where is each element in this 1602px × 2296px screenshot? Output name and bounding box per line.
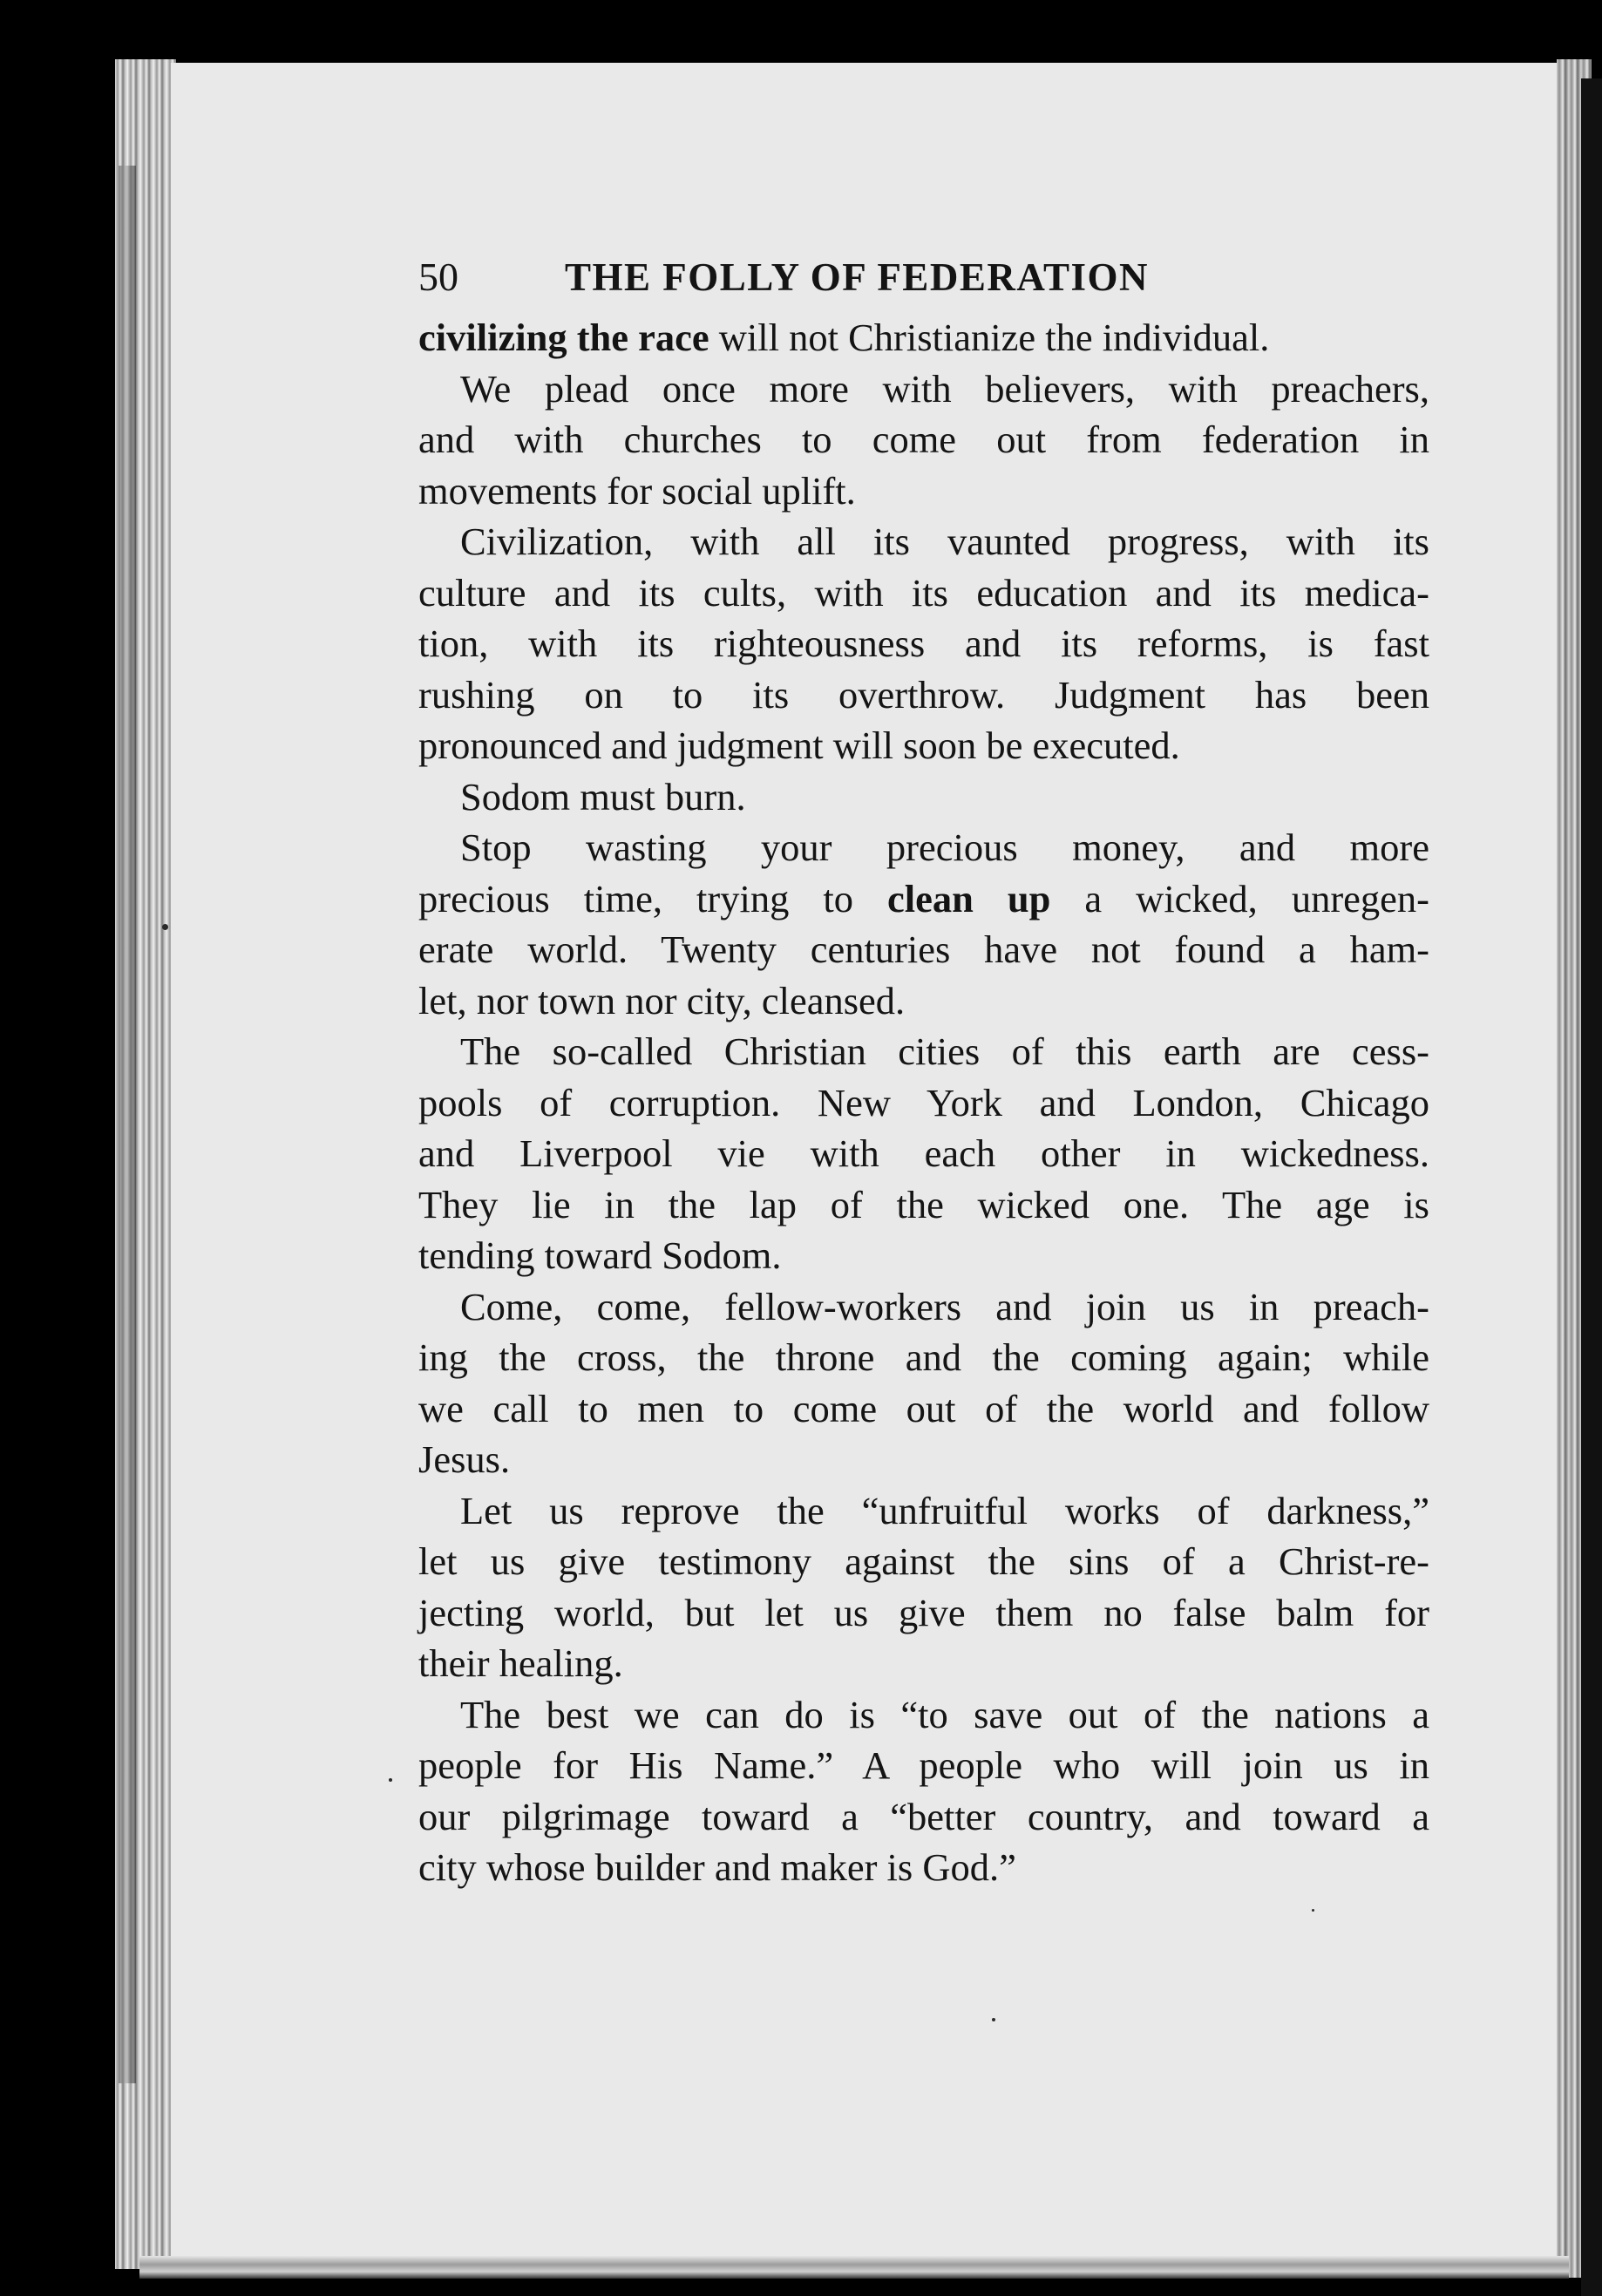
text-run: movements for social uplift. [418,468,856,513]
text-line [418,567,1429,619]
paragraph [418,312,1429,363]
bold-phrase: civilizing the race [418,316,709,359]
binding-shadow [119,166,136,2083]
text-run: culture and its cults, with its education and its medica- [418,570,1429,615]
text-line [418,1638,1429,1689]
text-line [418,1587,1429,1639]
text-run: Jesus. [418,1437,511,1481]
text-line [418,1332,1429,1383]
text-run: Civilization, with all its vaunted progress, with its [460,520,1429,563]
text-run: and with churches to come out from federation in [418,418,1429,461]
text-line [418,1791,1429,1843]
scan-border [1581,78,1602,2296]
paragraph [418,1485,1429,1689]
text-line [418,669,1429,721]
text-run: They lie in the lap of the wicked one. The age is [418,1182,1429,1226]
text-line [418,1077,1429,1129]
text-run: The so-called Christian cities of this earth are cess- [460,1029,1429,1073]
page-header [418,242,1429,312]
text-line [418,771,1429,823]
text-run: rushing on to its overthrow. Judgment has been [418,672,1429,717]
scan-speck [992,2018,995,2021]
scan-speck [162,924,168,930]
text-run: We plead once more with believers, with preachers, [460,366,1429,411]
text-line [418,414,1429,465]
page-number: 50 [418,255,458,299]
paragraph [418,363,1429,517]
text-run: let, nor town nor city, cleansed. [418,978,906,1022]
paragraph [418,771,1429,823]
text-line [418,1434,1429,1485]
text-run: people for His Name.” A people who will join us in [418,1743,1429,1787]
text-run: their healing. [418,1641,623,1685]
text-run: pools of corruption. New York and London, Chicago [418,1080,1429,1124]
text-line [418,465,1429,517]
text-line [418,1281,1429,1333]
text-line [418,1740,1429,1791]
text-line [418,1230,1429,1281]
text-run: Let us reprove the “unfruitful works of darkness,” [460,1488,1429,1532]
text-line [418,1179,1429,1231]
text-line [418,822,1429,873]
text-run: city whose builder and maker is God.” [418,1845,1016,1889]
bold-phrase: clean up [886,876,1051,920]
text-line [418,516,1429,567]
text-line [418,312,1429,363]
text-run: we call to men to come out of the world and follow [418,1386,1429,1430]
text-run: will not Christianize the individual. [709,316,1270,359]
text-run: our pilgrimage toward a “better country, and toward a [418,1794,1429,1838]
running-title: THE FOLLY OF FEDERATION [565,255,1150,299]
text-run: and Liverpool vie with each other in wickedness. [418,1131,1429,1175]
text-line [418,873,1429,925]
text-run: tending toward Sodom. [418,1233,782,1277]
text-run: pronounced and judgment will soon be executed. [418,723,1180,767]
paragraph [418,1689,1429,1893]
text-line [418,1536,1429,1587]
text-run: Stop wasting your precious money, and more [460,825,1429,869]
text-run: a wicked, unregen- [1050,876,1429,920]
text-run: ing the cross, the throne and the coming again; while [418,1335,1429,1379]
scan-speck [1312,1909,1314,1912]
text-line [418,720,1429,771]
text-line [418,924,1429,975]
bottom-page-edges [139,2256,1569,2279]
scan-speck [389,1778,392,1782]
text-run: The best we can do is “to save out of the nations a [460,1692,1429,1736]
text-line [418,1128,1429,1179]
text-line [418,1485,1429,1537]
text-run: Come, come, fellow-workers and join us in preach- [460,1284,1429,1328]
text-line [418,975,1429,1027]
paragraph [418,1026,1429,1281]
paragraph [418,822,1429,1026]
page-text [418,242,1429,1893]
text-line [418,363,1429,415]
text-line [418,1026,1429,1077]
paragraph [418,1281,1429,1485]
text-run: Sodom must burn. [460,774,746,819]
paragraph [418,516,1429,771]
text-line [418,1689,1429,1741]
text-line [418,1383,1429,1435]
text-run: precious time, trying to [418,876,887,920]
text-run: jecting world, but let us give them no false balm for [418,1590,1429,1634]
text-line [418,618,1429,669]
body-text [418,312,1429,1893]
text-run: let us give testimony against the sins of a Christ-re- [418,1539,1429,1583]
text-run: erate world. Twenty centuries have not found a ham- [418,927,1429,971]
text-line [418,1842,1429,1893]
text-run: tion, with its righteousness and its reforms, is fast [418,622,1429,665]
